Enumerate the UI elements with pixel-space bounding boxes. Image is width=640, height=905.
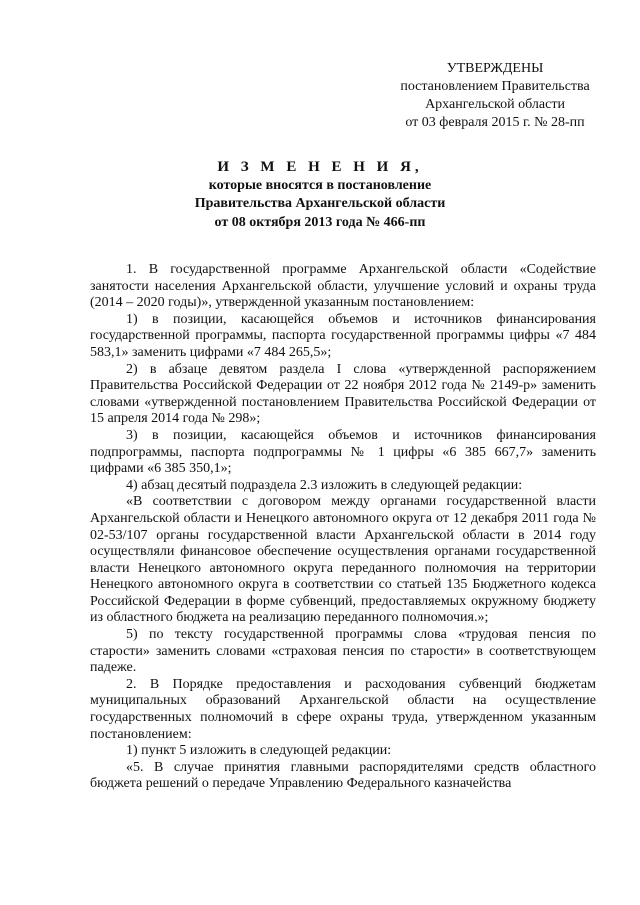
paragraph: 5) по тексту государственной программы слова «трудовая пенсия по старости» заменить словами «страховая пенсия по старости» в соответствующем падеже. xyxy=(90,627,596,676)
paragraph: «5. В случае принятия главными распорядителями средств областного бюджета решений о передаче Управлению Федерального казначейства xyxy=(90,759,596,792)
paragraph: 1) пункт 5 изложить в следующей редакции: xyxy=(126,743,392,759)
document-body xyxy=(90,262,596,793)
approval-line: от 03 февраля 2015 г. № 28-пп xyxy=(405,115,585,130)
title-main: И З М Е Н Е Н И Я, xyxy=(217,159,423,175)
document-title xyxy=(0,158,640,232)
paragraph: 2. В Порядке предоставления и расходования субвенций бюджетам муниципальных образований Архангельской области на осуществление государственных полномочий в сфере охраны труда, утвержденном указанным постановлением: xyxy=(90,676,596,742)
approval-line: Архангельской области xyxy=(425,97,565,112)
approval-stamp xyxy=(370,60,620,132)
paragraph: 1. В государственной программе Архангельской области «Содействие занятости населения Архангельской области, улучшение условий и охраны труда (2014 – 2020 годы)», утвержденной указанным постановлением: xyxy=(90,262,596,311)
title-line: Правительства Архангельской области xyxy=(194,196,446,211)
title-line: которые вносятся в постановление xyxy=(208,177,432,193)
paragraph: «В соответствии с договором между органами государственной власти Архангельской области и Ненецкого автономного округа от 12 декабря 2011 года № 02-53/107 органы государственной власти Архангельской области в 2014 году осуществляли финансовое обеспечение осуществления органами государственной власти Ненецкого автономного округа переданного полномочия на территории Ненецкого автономного округа в соответствии со статьей 135 Бюджетного кодекса Российской Федерации в форме субвенций, предоставляемых окружному бюджету из областного бюджета на реализацию переданного полномочия.»; xyxy=(90,494,596,626)
paragraph: 4) абзац десятый подраздела 2.3 изложить в следующей редакции: xyxy=(126,477,523,493)
title-line: от 08 октября 2013 года № 466-пп xyxy=(214,214,426,230)
approval-line: постановлением Правительства xyxy=(400,79,590,94)
paragraph: 3) в позиции, касающейся объемов и источников финансирования подпрограммы, паспорта подпрограммы № 1 цифры «6 385 667,7» заменить цифрами «6 385 350,1»; xyxy=(90,427,596,477)
approval-heading: УТВЕРЖДЕНЫ xyxy=(446,61,544,76)
paragraph: 1) в позиции, касающейся объемов и источников финансирования государственной программы, паспорта государственной программы цифры «7 484 583,1» заменить цифрами «7 484 265,5»; xyxy=(90,311,596,360)
paragraph: 2) в абзаце девятом раздела I слова «утвержденной распоряжением Правительства Российской Федерации от 22 ноября 2012 года № 2149-р» заменить словами «утвержденной постановлением Правительства Российской Федерации от 15 апреля 2014 года № 298»; xyxy=(90,361,596,427)
